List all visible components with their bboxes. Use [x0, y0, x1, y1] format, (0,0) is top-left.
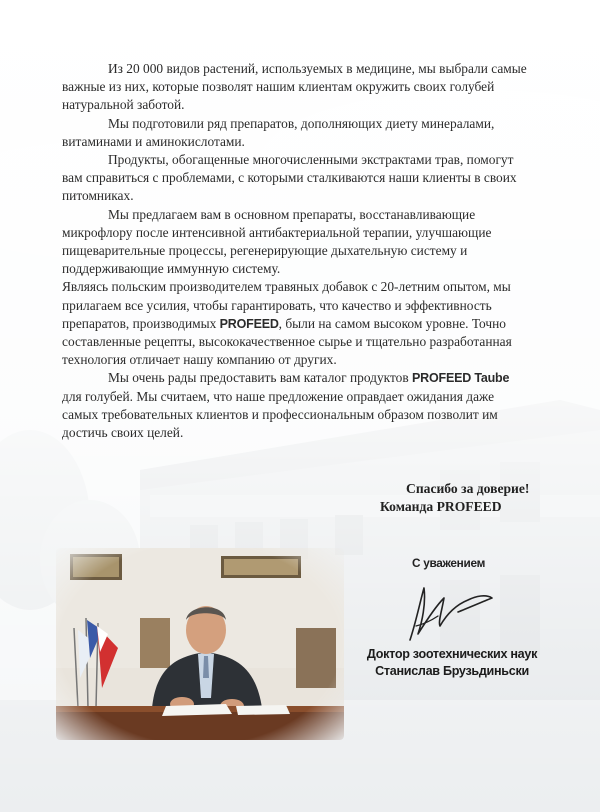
signatory-title: Доктор зоотехнических наук: [366, 647, 538, 661]
letter-paragraph: Мы предлагаем вам в основном препараты, восстанавливающие микрофлору после интенсивной антибактериальной терапии, улучшающие пищеварительные процессы, регенерирующие дыхательную систему и поддерживающие иммунную систему.: [62, 206, 492, 277]
brand-name: PROFEED Taube: [412, 371, 510, 386]
regards-text: С уважением: [412, 556, 485, 570]
text-span: для голубей. Мы считаем, что наше предложение оправдает ожидания даже самых требовательных клиентов и профессиональным образом позволит им достичь своих целей.: [62, 388, 498, 441]
text-span: Мы очень рады предоставить вам каталог продуктов: [108, 370, 413, 386]
team-line: Команда PROFEED: [380, 499, 502, 514]
letter-body: [62, 60, 532, 442]
signatory-name: Станислав Брузьдиньски: [375, 664, 529, 678]
signatory-block: [352, 646, 552, 680]
letter-paragraph: [62, 369, 532, 442]
letter-paragraph: Из 20 000 видов растений, используемых в медицине, мы выбрали самые важные из них, которые позволят нашим клиентам окружить своих голубей натуральной заботой.: [62, 61, 527, 113]
letter-paragraph: Продукты, обогащенные многочисленными экстрактами трав, помогут вам справиться с проблемами, с которыми сталкиваются наши клиенты в своих питомниках.: [62, 152, 517, 204]
letter-paragraph: [62, 278, 532, 369]
handwritten-signature: [398, 582, 498, 644]
director-photo: [56, 548, 344, 740]
text-span: , были на самом высоком уровне. Точно составленные рецепты, высококачественное сырье и тщательно разработанная технология отличает нашу компанию от других.: [62, 315, 512, 368]
brand-name: PROFEED: [219, 316, 279, 331]
thanks-line: Спасибо за доверие!: [406, 481, 530, 496]
closing-thanks: [380, 480, 560, 516]
text-span: Являясь польским производителем травяных добавок с 20-летним опытом, мы прилагаем все усилия, чтобы гарантировать, что качество и эффективность препаратов, производимых: [62, 279, 511, 331]
letter-paragraph: Мы подготовили ряд препаратов, дополняющих диету минералами, витаминами и аминокислотами.: [62, 115, 495, 149]
